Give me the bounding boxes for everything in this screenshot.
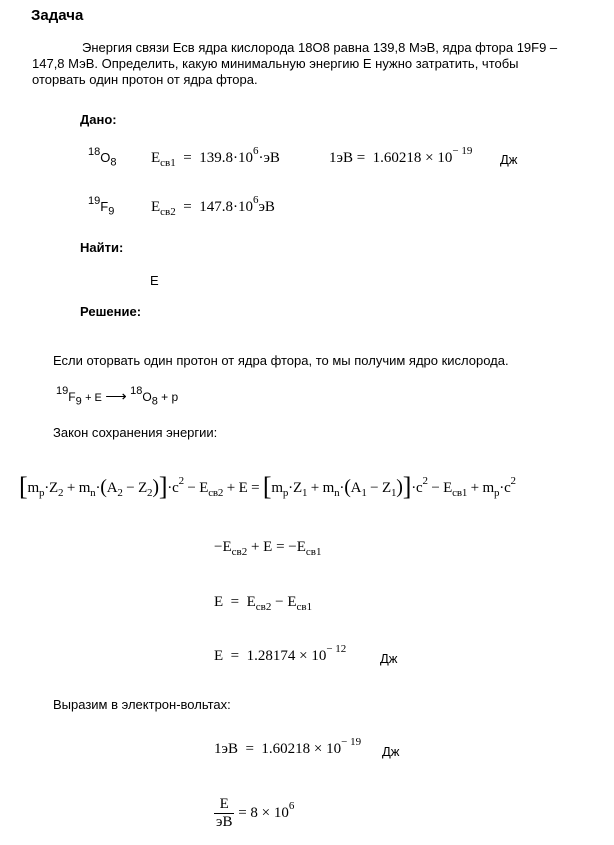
a2: A [106,480,118,496]
problem-line-1: Энергия связи Есв ядра кислорода 18O8 равна 139,8 МэВ, ядра фтора 19F9 – [82,40,558,55]
eq4-exponent: − 12 [326,643,347,655]
reaction-plus-p: + p [161,390,179,404]
z2b: Z [138,480,148,496]
z1: Z [292,480,302,496]
z1b-sub: 1 [390,487,397,499]
paren-close-right: ) [396,476,403,498]
z1b: Z [382,480,391,496]
eq5-value: 1.60218 × 10 [261,741,342,757]
eq2-lhs-sub: св2 [231,546,248,558]
e1-equation: $E_{св1} = 139.8\cdot 10^6\cdot эВ$ [151,145,280,169]
e2-exponent: 6 [252,194,259,206]
solution-text-3: Выразим в электрон-вольтах: [53,697,231,712]
solution-text-1: Если оторвать один протон от ядра фтора, то мы получим ядро кислорода. [53,353,509,368]
e2-unit: эВ [258,199,275,215]
reaction-o-symbol: O [142,390,152,404]
eq2-rhs-sub: св1 [305,546,322,558]
e2-value: 147.8·10 [199,199,253,215]
reaction-o-charge: 8 [151,395,158,408]
find-heading: Найти: [80,240,124,255]
conservation-equation: $[m_p\cdot Z_2 + m_n\cdot(A_2 - Z_2)]\cdot c^2 - E_{св2} + E = [m_p\cdot Z_1 + m_n\cdot(A_1 - Z_1)]\cdot c^2 - E_{св1} + m_p\cdot c^2$ [19,472,516,501]
eq6-fraction [214,796,234,831]
fluorine-nucleus [88,194,115,218]
eq6-denominator: эВ [216,814,233,830]
mn: m [78,480,91,496]
oxygen-mass: 18 [88,145,101,158]
reaction-equation [56,385,179,408]
reaction-arrow: ⟶ [105,388,127,405]
z2: Z [49,480,59,496]
right-bracket-open: [ [262,472,272,501]
eq5-exponent: − 19 [341,736,362,748]
problem-line-2: 147,8 МэВ. Определить, какую минимальную энергию Е нужно затратить, чтобы [32,56,519,71]
c2-sup: 2 [178,475,184,487]
equation-6: $\frac{E}{эВ}$ = $8 \times 10^6$ [216,796,295,830]
mn-right-sub: n [334,487,340,499]
left-bracket-close: ] [158,472,168,501]
equation-4: $E = 1.28174 \times 10^{- 12}$ [214,643,347,664]
left-bracket-open: [ [19,472,28,501]
equation-5: $1эВ = 1.60218 \times 10^{- 19}$ [214,736,362,757]
eq5-lhs: 1эВ [214,741,238,757]
reaction-f-symbol: F [68,390,76,404]
ev-definition: $1эВ = 1.60218 \times 10^{- 19}$ [329,145,473,166]
mp-last: m [482,480,494,496]
reaction-f-charge: 9 [75,395,82,408]
c2-right-sup: 2 [422,475,428,487]
eq4-unit: Дж [380,651,398,666]
page-title: Задача [31,7,84,24]
z1-sub: 1 [301,487,308,499]
e: E [238,480,248,496]
oxygen-symbol: O [100,150,111,165]
given-heading: Дано: [80,112,117,127]
eq4-value: 1.28174 × 10 [246,648,327,664]
mp-right: m [271,480,283,496]
ev-def-exponent: − 19 [452,145,473,157]
ev-def-unit: Дж [500,152,518,167]
eq5-unit: Дж [382,744,400,759]
c2-last: c [504,480,511,496]
paren-close: ) [152,476,159,498]
eq6-value: 8 × 10 [250,804,289,821]
reaction-f-mass: 19 [56,385,69,397]
c2: c [172,480,179,496]
e1-symbol: E [151,150,161,166]
ecv1: E [443,480,453,496]
eq6-numerator: E [219,796,229,812]
ecv2: E [199,480,209,496]
e1-sub: св1 [160,157,176,169]
reaction-plus-e: + E [85,392,102,404]
problem-line-3: оторвать один протон от ядра фтора. [32,72,258,87]
fluorine-mass: 19 [88,194,101,207]
mn-sub: n [90,487,96,499]
oxygen-nucleus [88,145,117,169]
z2b-sub: 2 [147,487,153,499]
c2-right: c [416,480,423,496]
e2-symbol: E [151,199,161,215]
mp: m [27,480,39,496]
eq3-sub2: св1 [296,601,313,613]
paren-open-right: ( [344,476,351,498]
z2-sub: 2 [58,487,64,499]
e1-unit: ·эВ [258,150,280,166]
c2-last-sup: 2 [510,475,516,487]
e2-sub: св2 [160,206,176,218]
mp-right-sub: p [282,487,289,499]
a1-sub: 1 [361,487,367,499]
solution-text-2: Закон сохранения энергии: [53,425,218,440]
mp-sub: p [38,487,45,499]
ecv1-sub: св1 [452,487,468,499]
ev-def-lhs: 1эВ [329,150,353,166]
e1-exponent: 6 [252,145,259,157]
solution-heading: Решение: [80,304,142,319]
e1-value: 139.8·10 [199,150,253,166]
mn-right: m [322,480,335,496]
mp-last-sub: p [493,487,500,499]
find-value: E [150,273,159,288]
e2-equation: $E_{св2} = 147.8\cdot 10^6эВ$ [151,194,275,218]
ev-def-value: 1.60218 × 10 [372,150,453,166]
fluorine-charge: 9 [108,205,115,218]
a1: A [350,480,362,496]
eq6-exponent: 6 [288,799,295,812]
fluorine-symbol: F [100,199,109,214]
equation-3: $E = E_{св2} - E_{св1}$ [214,594,313,613]
a2-sub: 2 [117,487,123,499]
reaction-o-mass: 18 [130,385,143,397]
eq3-sub1: св2 [255,601,272,613]
equation-2: $-E_{св2} + E = -E_{св1}$ [214,539,322,558]
paren-open: ( [100,476,107,498]
right-bracket-close: ] [402,472,412,501]
ecv2-sub: св2 [208,487,224,499]
oxygen-charge: 8 [110,156,117,169]
